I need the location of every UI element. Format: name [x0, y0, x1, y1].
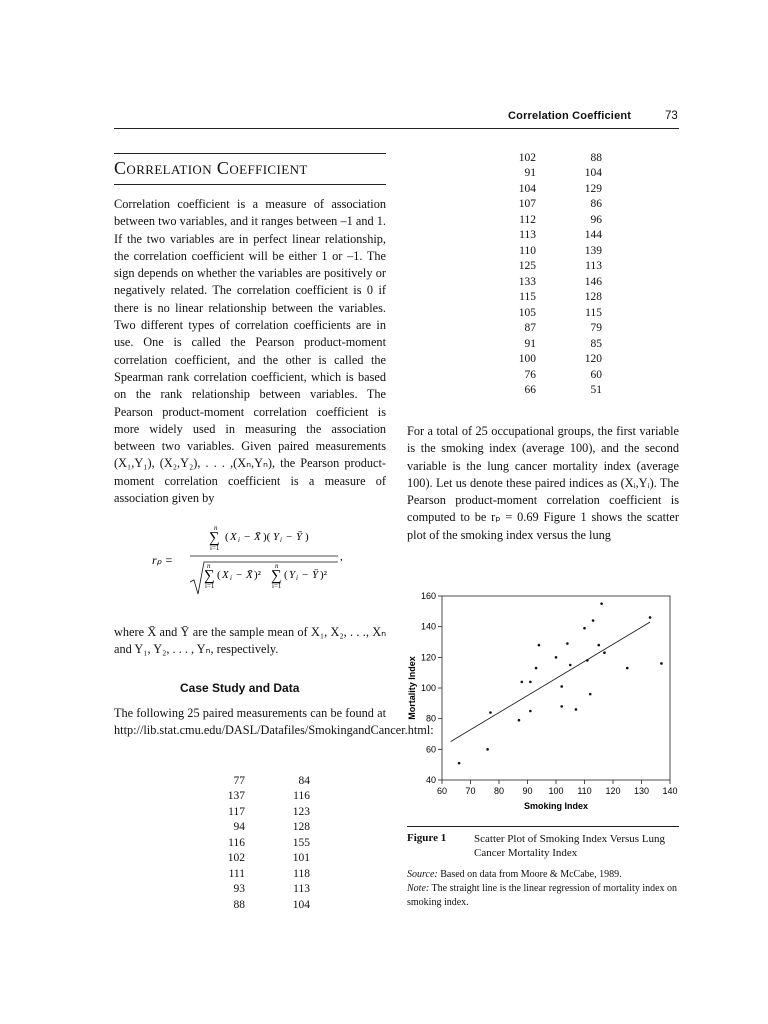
data-point	[529, 681, 532, 684]
data-point	[600, 602, 603, 605]
x-tick-label: 80	[493, 786, 505, 796]
figure-rule	[407, 826, 679, 827]
note-text: The straight line is the linear regression of mortality index on smoking index.	[407, 883, 678, 908]
svg-text:)²: )²	[254, 569, 261, 581]
table-row	[470, 274, 602, 290]
table-row	[470, 367, 602, 383]
table-row	[470, 243, 602, 259]
svg-text:i: i	[296, 574, 298, 582]
note-label: Note:	[407, 883, 430, 894]
regression-line	[451, 622, 651, 742]
mortality-index-cell: 88	[590, 151, 602, 164]
svg-text:X: X	[222, 569, 229, 581]
data-point	[489, 711, 492, 714]
data-point	[575, 708, 578, 711]
svg-text:n: n	[275, 562, 279, 570]
table-row	[470, 352, 602, 368]
table-row	[470, 150, 602, 166]
svg-text:−: −	[244, 531, 251, 543]
figure-label: Figure 1	[407, 832, 447, 844]
svg-text:): )	[305, 531, 309, 543]
mortality-index-cell: 155	[292, 836, 310, 849]
x-tick-label: 100	[548, 786, 564, 796]
smoking-index-cell: 76	[524, 368, 536, 381]
smoking-index-cell: 105	[518, 306, 536, 319]
smoking-index-cell: 133	[518, 275, 536, 288]
smoking-index-cell: 117	[228, 805, 245, 818]
mortality-index-cell: 96	[590, 213, 602, 226]
svg-text:i: i	[230, 574, 232, 582]
svg-text:−: −	[302, 569, 309, 581]
smoking-index-cell: 102	[227, 852, 245, 865]
y-tick-label: 100	[420, 683, 436, 693]
mortality-index-cell: 84	[298, 774, 310, 787]
smoking-index-cell: 104	[518, 182, 536, 195]
smoking-index-cell: 102	[518, 151, 536, 164]
discussion-paragraph: For a total of 25 occupational groups, the first variable is the smoking index (average 100), and the second variable is the lung cancer mortality index (average 100). Let us denote these paired indices as (Xᵢ,Yᵢ). The Pearson product-moment correlation coefficient is computed to be rₚ = 0.69 Figure 1 shows the scatter plot of the smoking index versus the lung	[407, 424, 679, 542]
svg-text:(: (	[217, 569, 221, 581]
table-row	[180, 804, 310, 820]
x-tick-label: 110	[577, 786, 592, 796]
x-tick-label: 120	[605, 786, 621, 796]
smoking-index-cell: 91	[524, 167, 536, 180]
table-row	[180, 851, 310, 867]
y-tick-label: 40	[425, 775, 436, 785]
source-text: Based on data from Moore & McCabe, 1989.	[440, 869, 622, 880]
mortality-index-cell: 101	[292, 852, 310, 865]
table-row	[180, 897, 310, 913]
data-point	[603, 651, 606, 654]
case-study-heading: Case Study and Data	[180, 681, 300, 695]
svg-text:i=1: i=1	[205, 582, 215, 590]
formula-lhs: rₚ =	[152, 553, 173, 567]
mortality-index-cell: 79	[590, 322, 602, 335]
y-tick-label: 120	[420, 652, 436, 663]
svg-text:∑: ∑	[204, 568, 215, 584]
svg-text:Y: Y	[289, 569, 296, 581]
data-point	[660, 662, 663, 665]
where-paragraph: where X̄ and Ȳ are the sample mean of X₁, X₂, . . ., Xₙ and Y₁, Y₂, . . . , Yₙ, respectively.	[114, 625, 386, 657]
y-tick-label: 160	[420, 591, 436, 601]
smoking-index-cell: 113	[519, 229, 536, 242]
data-point	[569, 664, 572, 667]
table-row	[180, 882, 310, 898]
data-point	[597, 644, 600, 647]
x-axis-label: Smoking Index	[523, 801, 589, 811]
smoking-index-cell: 94	[233, 821, 245, 834]
data-point	[560, 685, 563, 688]
table-row	[180, 773, 310, 789]
smoking-index-cell: 66	[524, 384, 536, 397]
table-row	[470, 166, 602, 182]
table-row	[470, 197, 602, 213]
y-tick-label: 60	[425, 744, 436, 755]
x-tick-label: 140	[662, 786, 678, 796]
section-rule-bottom	[114, 184, 386, 185]
table-row	[470, 321, 602, 337]
svg-text:i: i	[238, 536, 240, 544]
smoking-index-cell: 87	[524, 322, 536, 335]
smoking-index-cell: 112	[519, 213, 536, 226]
data-point	[649, 616, 652, 619]
y-axis-label: Mortality Index	[407, 656, 417, 720]
mortality-index-cell: 139	[584, 244, 602, 257]
data-point	[583, 627, 586, 630]
data-point	[566, 642, 569, 645]
y-tick-label: 140	[420, 621, 436, 632]
mortality-index-cell: 60	[590, 368, 602, 381]
x-tick-label: 70	[465, 786, 476, 796]
data-point	[521, 681, 524, 684]
mortality-index-cell: 104	[292, 898, 310, 911]
x-tick-label: 90	[522, 786, 533, 796]
data-point	[626, 667, 629, 670]
data-point	[586, 659, 589, 662]
x-tick-label: 60	[436, 786, 448, 796]
data-table-right	[470, 150, 602, 398]
figure-caption: Scatter Plot of Smoking Index Versus Lung Cancer Mortality Index	[474, 833, 666, 859]
table-row	[180, 820, 310, 836]
svg-text:Ȳ: Ȳ	[296, 531, 303, 543]
svg-text:i=1: i=1	[210, 544, 220, 552]
svg-text:∑: ∑	[271, 568, 282, 584]
case-intro-paragraph: The following 25 paired measurements can be found at http://lib.stat.cmu.edu/DASL/Datafiles/SmokingandCancer.html:	[114, 706, 434, 738]
svg-text:)(: )(	[263, 531, 271, 543]
table-row	[180, 835, 310, 851]
svg-text:(: (	[284, 569, 288, 581]
mortality-index-cell: 116	[293, 790, 310, 803]
svg-text:∑: ∑	[209, 530, 220, 546]
pearson-formula	[150, 520, 390, 600]
table-row	[470, 290, 602, 306]
data-point	[555, 656, 558, 659]
mortality-index-cell: 104	[584, 167, 602, 180]
table-row	[470, 228, 602, 244]
svg-text:Y: Y	[273, 531, 280, 543]
data-point	[535, 667, 538, 670]
mortality-index-cell: 51	[590, 384, 602, 397]
svg-text:(: (	[225, 531, 229, 543]
mortality-index-cell: 85	[590, 337, 602, 350]
mortality-index-cell: 128	[292, 821, 310, 834]
mortality-index-cell: 118	[293, 867, 310, 880]
smoking-index-cell: 100	[518, 353, 536, 366]
svg-text:X: X	[230, 531, 237, 543]
data-table-left	[180, 773, 310, 913]
smoking-index-cell: 115	[519, 291, 536, 304]
smoking-index-cell: 116	[228, 836, 245, 849]
source-label: Source:	[407, 869, 438, 880]
table-row	[180, 789, 310, 805]
table-row	[180, 866, 310, 882]
x-tick-label: 130	[633, 786, 650, 796]
svg-text:Ȳ: Ȳ	[312, 569, 319, 581]
smoking-index-cell: 107	[518, 198, 536, 211]
header-rule	[114, 128, 679, 129]
mortality-index-cell: 123	[292, 805, 310, 818]
smoking-index-cell: 125	[518, 260, 536, 273]
data-point	[529, 710, 532, 713]
mortality-index-cell: 86	[590, 198, 602, 211]
mortality-index-cell: 113	[585, 260, 602, 273]
svg-text:,: ,	[340, 551, 343, 563]
smoking-index-cell: 88	[233, 898, 245, 911]
mortality-index-cell: 115	[585, 306, 602, 319]
svg-text:i: i	[280, 536, 282, 544]
running-head-title: Correlation Coefficient	[508, 110, 632, 122]
data-point	[518, 719, 521, 722]
svg-text:X̄: X̄	[246, 569, 253, 581]
data-point	[589, 693, 592, 696]
mortality-index-cell: 120	[584, 353, 602, 366]
svg-text:−: −	[236, 569, 243, 581]
data-point	[560, 705, 563, 708]
section-title: Correlation Coefficient	[114, 158, 308, 178]
y-tick-label: 80	[425, 713, 436, 724]
section-rule-top	[114, 153, 386, 154]
table-row	[470, 383, 602, 399]
smoking-index-cell: 111	[228, 867, 245, 880]
smoking-index-cell: 110	[519, 244, 536, 257]
smoking-index-cell: 91	[524, 337, 536, 350]
figure-source-block	[407, 868, 679, 910]
mortality-index-cell: 113	[293, 883, 310, 896]
table-row	[470, 259, 602, 275]
table-row	[470, 305, 602, 321]
mortality-index-cell: 144	[584, 229, 602, 242]
svg-text:n: n	[214, 524, 218, 532]
mortality-index-cell: 146	[584, 275, 602, 288]
svg-text:)²: )²	[320, 569, 327, 581]
table-row	[470, 336, 602, 352]
intro-paragraph: Correlation coefficient is a measure of association between two variables, and it ranges between –1 and 1. If the two variables are in perfect linear relationship, the correlation coefficient will be either 1 or –1. The sign depends on whether the variables are positively or negatively related. The correlation coefficient is 0 if there is no linear relationship between the variables. Two different types of correlation coefficients are in use. One is called the Pearson product-moment correlation coefficient, and the other is called the Spearman rank correlation coefficient, which is based on the rank relationship between variables. The Pearson product-moment correlation coefficient is more widely used in measuring the association between two variables. Given paired measurements (X₁,Y₁), (X₂,Y₂), . . . ,(Xₙ,Yₙ), the Pearson product-moment correlation coefficient is a measure of association given by	[114, 197, 386, 506]
svg-text:X̄: X̄	[254, 531, 261, 543]
plot-area-frame	[442, 596, 670, 780]
svg-text:−: −	[286, 531, 293, 543]
data-point	[458, 762, 461, 765]
svg-text:i=1: i=1	[272, 582, 282, 590]
smoking-index-cell: 77	[233, 774, 245, 787]
table-row	[470, 212, 602, 228]
mortality-index-cell: 129	[584, 182, 602, 195]
mortality-index-cell: 128	[584, 291, 602, 304]
data-point	[592, 619, 595, 622]
scatter-chart	[405, 588, 681, 816]
svg-text:n: n	[207, 562, 211, 570]
smoking-index-cell: 93	[233, 883, 245, 896]
data-point	[486, 748, 489, 751]
table-row	[470, 181, 602, 197]
smoking-index-cell: 137	[227, 790, 245, 803]
page-number: 73	[665, 110, 678, 122]
data-point	[538, 644, 541, 647]
